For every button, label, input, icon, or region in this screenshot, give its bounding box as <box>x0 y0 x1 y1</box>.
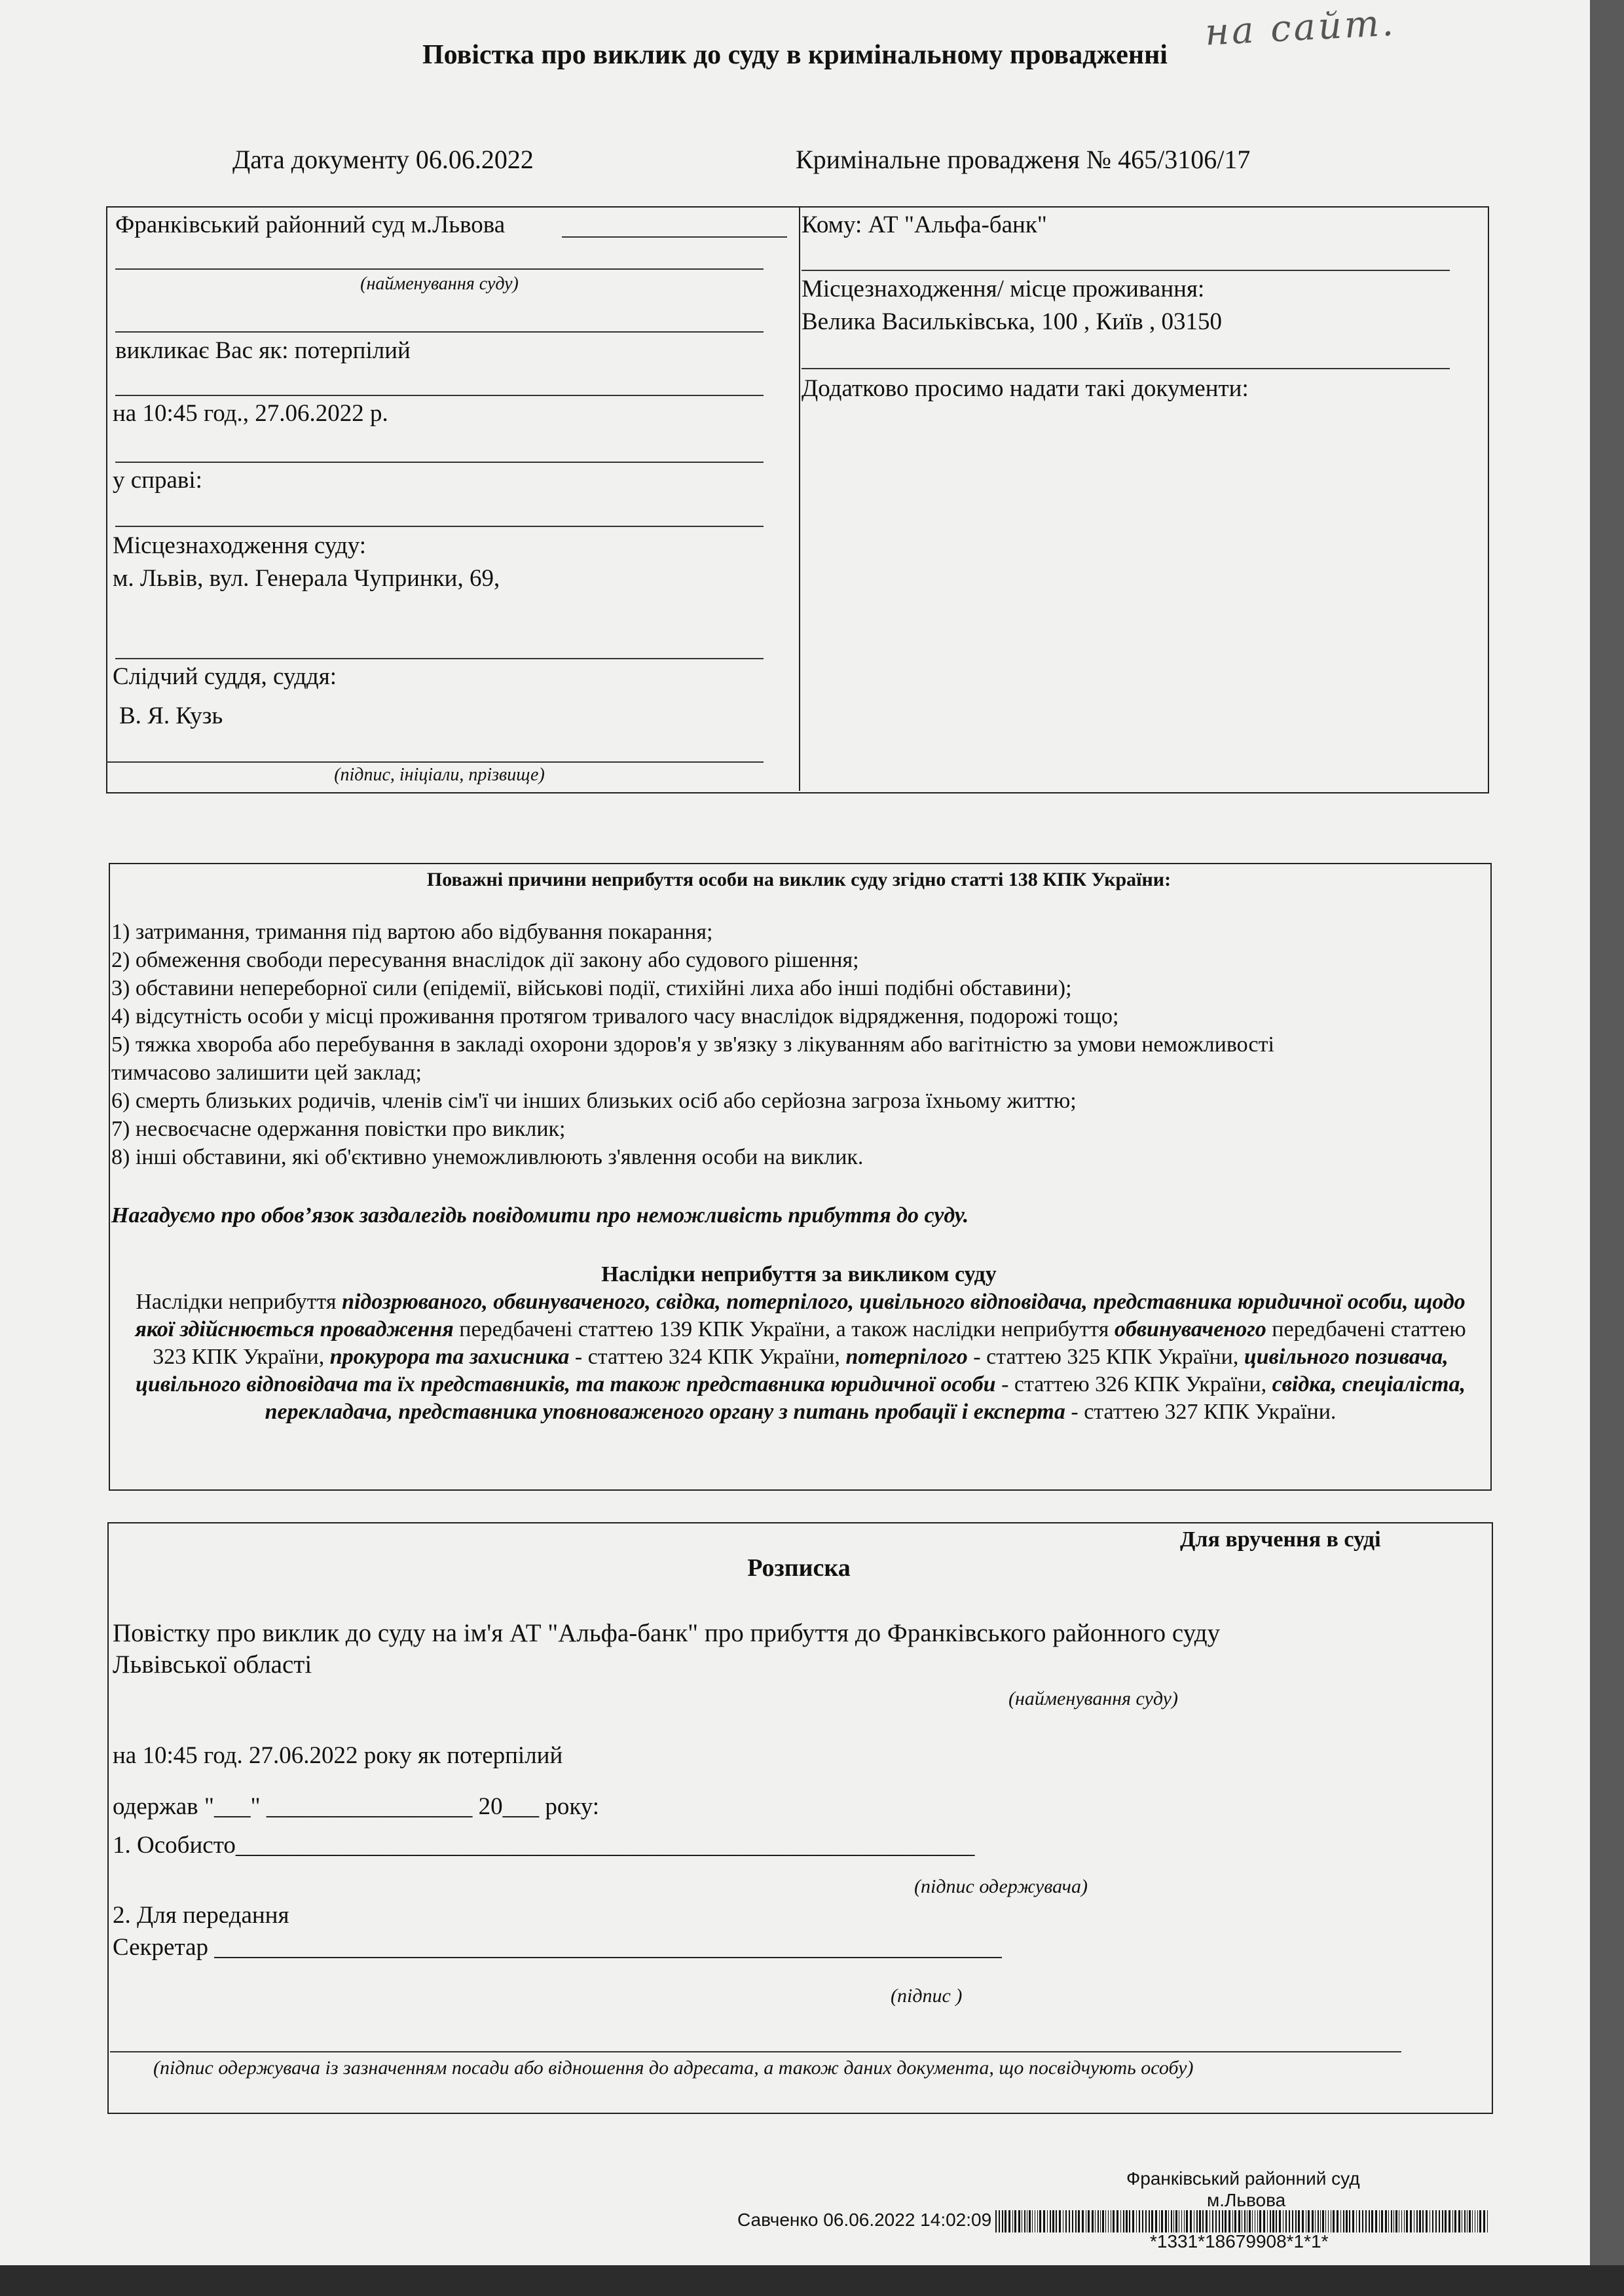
court-name: Франківський районний суд м.Львова <box>115 211 506 238</box>
barcode-bar <box>1393 2210 1394 2232</box>
barcode-bar <box>1479 2210 1481 2232</box>
barcode-bar <box>1315 2210 1316 2232</box>
barcode-bar <box>1249 2210 1251 2232</box>
barcode-bar <box>1388 2210 1389 2232</box>
barcode-bar <box>1225 2210 1227 2232</box>
consequence-text: - статтею 326 КПК України, <box>995 1372 1272 1396</box>
reason-item: 1) затримання, тримання під вартою або відбування покарання; <box>111 920 713 944</box>
barcode-bar <box>1346 2210 1348 2232</box>
footer-court-line1: Франківський районний суд <box>1126 2168 1360 2189</box>
barcode-bar <box>1072 2210 1073 2232</box>
reason-item: 6) смерть близьких родичів, членів сім'ї чи інших близьких осіб або серйозна загроза їхньому життю; <box>111 1089 1077 1113</box>
footer-court-line2: м.Львова <box>1207 2190 1286 2210</box>
barcode-bar <box>1432 2210 1433 2232</box>
barcode-bar <box>1186 2210 1188 2232</box>
judge-name: В. Я. Кузь <box>119 702 223 729</box>
barcode-bar <box>1008 2210 1010 2232</box>
barcode-bar <box>1487 2210 1488 2232</box>
barcode-bar <box>1078 2210 1080 2232</box>
barcode-bar <box>1337 2210 1338 2232</box>
barcode-bar <box>1289 2210 1290 2232</box>
rule <box>115 526 764 527</box>
barcode-bar <box>1206 2210 1208 2232</box>
barcode-bar <box>1126 2210 1128 2232</box>
reason-item: 3) обставини непереборної сили (епідемії, військові події, стихійні лиха або інші подібні обставини); <box>111 976 1072 1000</box>
barcode-bar <box>1320 2210 1321 2232</box>
barcode-bar <box>1340 2210 1341 2232</box>
consequence-text: - статтею 327 КПК України. <box>1065 1400 1337 1424</box>
barcode-bar <box>1190 2210 1192 2232</box>
barcode-bar <box>1142 2210 1143 2232</box>
barcode-bar <box>1232 2210 1233 2232</box>
barcode-bar <box>1184 2210 1185 2232</box>
barcode-bar <box>1129 2210 1130 2232</box>
consequence-emphasis: підозрюваного, обвинуваченого, свідка, потерпілого, цивільного відповідача, представника юридичної особи, щодо якої здійснюється провадження <box>135 1290 1466 1341</box>
barcode-bar <box>1267 2210 1268 2232</box>
barcode-bar <box>1477 2210 1478 2232</box>
barcode-bar <box>1257 2210 1258 2232</box>
consequence-emphasis: обвинуваченого <box>1114 1317 1266 1341</box>
barcode-bar <box>1285 2210 1287 2232</box>
barcode-bar <box>1059 2210 1061 2232</box>
barcode-bar <box>1082 2210 1084 2232</box>
barcode-bar <box>1209 2210 1210 2232</box>
rule <box>802 368 1450 369</box>
barcode-bar <box>1069 2210 1070 2232</box>
for-transfer-label: 2. Для передання <box>113 1902 289 1929</box>
barcode-bar <box>1029 2210 1031 2232</box>
for-court-label: Для вручення в суді <box>1180 1527 1381 1552</box>
barcode-bar <box>1325 2210 1326 2232</box>
rule <box>802 270 1450 271</box>
barcode-bar <box>1155 2210 1157 2232</box>
barcode-bar <box>1014 2210 1016 2232</box>
barcode-bar <box>1419 2210 1421 2232</box>
recipient: Кому: АТ "Альфа-банк" <box>802 211 1047 238</box>
barcode-bar <box>1018 2210 1020 2232</box>
barcode-bar <box>1359 2210 1360 2232</box>
barcode <box>995 2210 1493 2232</box>
barcode-bar <box>1116 2210 1118 2232</box>
barcode-bar <box>1161 2210 1163 2232</box>
receipt-bottom-caption: (підпис одержувача із зазначенням посади або відношення до адресата, а також даних документа, що посвідчують особу) <box>153 2057 1194 2079</box>
summons-box-divider <box>799 208 800 791</box>
consequence-text: передбачені статтею 323 КПК України, <box>153 1317 1466 1369</box>
barcode-bar <box>1272 2210 1274 2232</box>
barcode-bar <box>1391 2210 1392 2232</box>
signature-rule <box>110 2051 1401 2052</box>
barcode-bar <box>1472 2210 1473 2232</box>
barcode-bar <box>1052 2210 1054 2232</box>
reason-item: 5) тяжка хвороба або перебування в закладі охорони здоров'я у зв'язку з лікуванням або вагітністю за умови неможливості <box>111 1032 1274 1057</box>
barcode-bar <box>1105 2210 1106 2232</box>
barcode-bar <box>1298 2210 1300 2232</box>
barcode-bar <box>1416 2210 1418 2232</box>
barcode-bar <box>1037 2210 1038 2232</box>
barcode-bar <box>1132 2210 1134 2232</box>
barcode-bar <box>1120 2210 1121 2232</box>
barcode-bar <box>1439 2210 1440 2232</box>
barcode-bar <box>1458 2210 1460 2232</box>
barcode-bar <box>1401 2210 1402 2232</box>
barcode-bar <box>1302 2210 1304 2232</box>
barcode-bar <box>1375 2210 1377 2232</box>
barcode-bar <box>1228 2210 1230 2232</box>
barcode-bar <box>1452 2210 1453 2232</box>
barcode-bar <box>1259 2210 1261 2232</box>
footer-stamp: Савченко 06.06.2022 14:02:09 <box>737 2210 992 2230</box>
barcode-bar <box>1056 2210 1057 2232</box>
barcode-bar <box>1292 2210 1293 2232</box>
barcode-bar <box>1145 2210 1147 2232</box>
barcode-bar <box>1365 2210 1367 2232</box>
barcode-bar <box>1356 2210 1357 2232</box>
consequence-emphasis: потерпілого <box>845 1345 968 1369</box>
reason-item: 2) обмеження свободи пересування внаслідок дії закону або судового рішення; <box>111 948 859 972</box>
barcode-bar <box>1196 2210 1198 2232</box>
rule <box>106 761 764 763</box>
barcode-bar <box>1343 2210 1344 2232</box>
consequence-text: Наслідки неприбуття <box>136 1290 342 1314</box>
barcode-bar <box>1244 2210 1246 2232</box>
barcode-bar <box>1159 2210 1160 2232</box>
barcode-bar <box>1426 2210 1428 2232</box>
barcode-bar <box>1113 2210 1115 2232</box>
barcode-bar <box>1252 2210 1253 2232</box>
barcode-bar <box>1222 2210 1223 2232</box>
barcode-text: *1331*18679908*1*1* <box>1150 2231 1329 2251</box>
barcode-bar <box>1005 2210 1006 2232</box>
barcode-bar <box>1108 2210 1109 2232</box>
barcode-bar <box>1385 2210 1387 2232</box>
barcode-bar <box>1349 2210 1350 2232</box>
barcode-bar <box>1149 2210 1150 2232</box>
barcode-bar <box>1312 2210 1314 2232</box>
barcode-bar <box>1024 2210 1025 2232</box>
barcode-bar <box>1139 2210 1140 2232</box>
barcode-bar <box>1369 2210 1370 2232</box>
reason-item: 8) інші обставини, які об'єктивно унеможливлюють з'явлення особи на виклик. <box>111 1145 864 1169</box>
barcode-bar <box>1406 2210 1408 2232</box>
reason-item: 4) відсутність особи у місці проживання протягом тривалого часу внаслідок відрядження, подорожі тощо; <box>111 1004 1119 1029</box>
barcode-bar <box>1123 2210 1124 2232</box>
consequence-text: - статтею 325 КПК України, <box>967 1345 1244 1369</box>
consequence-emphasis: свідка, спеціаліста, перекладача, представника уповноваженого органу з питань пробації і експерта <box>265 1372 1466 1424</box>
rule <box>115 462 764 463</box>
barcode-bar <box>1171 2210 1172 2232</box>
barcode-bar <box>1168 2210 1169 2232</box>
barcode-bar <box>1483 2210 1485 2232</box>
barcode-bar <box>1362 2210 1363 2232</box>
consequence-text: передбачені статтею 139 КПК України, а також наслідки неприбуття <box>453 1317 1115 1341</box>
barcode-bar <box>1047 2210 1048 2232</box>
barcode-bar <box>1088 2210 1090 2232</box>
recipient-address: Велика Васильківська, 100 , Київ , 03150 <box>802 308 1222 335</box>
barcode-bar <box>995 2210 997 2232</box>
barcode-bar <box>1410 2210 1412 2232</box>
barcode-bar <box>1043 2210 1045 2232</box>
barcode-bar <box>1098 2210 1099 2232</box>
barcode-bar <box>1075 2210 1077 2232</box>
consequence-emphasis: прокурора та захисника <box>329 1345 570 1369</box>
barcode-bar <box>1328 2210 1329 2232</box>
barcode-bar <box>1173 2210 1174 2232</box>
receipt-line1: Повістку про виклик до суду на ім'я АТ "Альфа-банк" про прибуття до Франківського районного суду <box>113 1619 1221 1647</box>
barcode-bar <box>1039 2210 1041 2232</box>
recipient-signature-caption: (підпис одержувача) <box>914 1876 1088 1897</box>
barcode-bar <box>1215 2210 1217 2232</box>
barcode-bar <box>1092 2210 1094 2232</box>
barcode-bar <box>1422 2210 1424 2232</box>
barcode-bar <box>1234 2210 1236 2232</box>
reasons-heading: Поважні причини неприбуття особи на виклик суду згідно статті 138 КПК України: <box>426 869 1172 890</box>
reminder: Нагадуємо про обов’язок заздалегідь повідомити про неможливість прибуття до суду. <box>111 1203 969 1228</box>
barcode-bar <box>1445 2210 1447 2232</box>
barcode-bar <box>1404 2210 1405 2232</box>
barcode-bar <box>1202 2210 1204 2232</box>
receipt-court-caption: (найменування суду) <box>1008 1688 1178 1709</box>
personally-line: 1. Особисто_____________________________________________________________ <box>113 1832 975 1859</box>
barcode-bar <box>1050 2210 1051 2232</box>
barcode-bar <box>1322 2210 1324 2232</box>
barcode-bar <box>1151 2210 1153 2232</box>
barcode-bar <box>1279 2210 1281 2232</box>
barcode-bar <box>1308 2210 1310 2232</box>
barcode-bar <box>1219 2210 1220 2232</box>
barcode-bar <box>1212 2210 1213 2232</box>
secretary-line: Секретар _________________________________________________________________ <box>113 1934 1002 1961</box>
signature-caption: (підпис ) <box>891 1985 963 2007</box>
barcode-bar <box>1442 2210 1443 2232</box>
rule <box>115 268 764 270</box>
page-title: Повістка про виклик до суду в кримінальному провадженні <box>422 40 1168 70</box>
barcode-bar <box>1095 2210 1096 2232</box>
rule <box>115 331 764 333</box>
appearance-time: на 10:45 год., 27.06.2022 р. <box>113 400 388 427</box>
scan-edge-bottom <box>0 2265 1624 2296</box>
barcode-bar <box>999 2210 1000 2232</box>
receipt-title: Розписка <box>747 1554 851 1582</box>
barcode-bar <box>1395 2210 1397 2232</box>
court-name-underline <box>562 236 787 238</box>
reason-item: 7) несвоєчасне одержання повістки про виклик; <box>111 1117 566 1141</box>
barcode-bar <box>1381 2210 1383 2232</box>
receipt-when: на 10:45 год. 27.06.2022 року як потерпілий <box>113 1742 563 1769</box>
barcode-bar <box>1238 2210 1240 2232</box>
judge-label: Слідчий суддя, суддя: <box>113 663 337 690</box>
recipient-location-label: Місцезнаходження/ місце проживання: <box>802 276 1205 302</box>
rule <box>115 658 764 659</box>
consequences-text <box>118 1288 1483 1426</box>
court-caption: (найменування суду) <box>360 274 519 294</box>
barcode-bar <box>1012 2210 1013 2232</box>
consequence-text: - статтею 324 КПК України, <box>569 1345 846 1369</box>
barcode-bar <box>1379 2210 1380 2232</box>
handwritten-note: на сайт. <box>1204 1 1397 54</box>
barcode-bar <box>1276 2210 1277 2232</box>
barcode-bar <box>1032 2210 1033 2232</box>
barcode-bar <box>1454 2210 1456 2232</box>
barcode-bar <box>1270 2210 1271 2232</box>
barcode-bar <box>1352 2210 1354 2232</box>
barcode-bar <box>1333 2210 1335 2232</box>
barcode-bar <box>1464 2210 1466 2232</box>
reason-item: тимчасово залишити цей заклад; <box>111 1061 422 1085</box>
barcode-bar <box>1469 2210 1471 2232</box>
judge-caption: (підпис, ініціали, прізвище) <box>334 765 545 785</box>
barcode-bar <box>1435 2210 1437 2232</box>
barcode-bar <box>1065 2210 1067 2232</box>
barcode-bar <box>1002 2210 1003 2232</box>
barcode-bar <box>1102 2210 1104 2232</box>
barcode-bar <box>1175 2210 1177 2232</box>
barcode-bar <box>1263 2210 1265 2232</box>
barcode-bar <box>1100 2210 1101 2232</box>
receipt-line2: Львівської області <box>113 1650 312 1679</box>
barcode-bar <box>1295 2210 1297 2232</box>
rule <box>115 395 764 396</box>
case-number: Кримінальне провадженя № 465/3106/17 <box>796 145 1251 174</box>
consequence-emphasis: цивільного позивача, цивільного відповідача та їх представників, та також представника юридичної особи <box>136 1345 1449 1396</box>
court-address: м. Львів, вул. Генерала Чупринки, 69, <box>113 565 500 592</box>
barcode-bar <box>1449 2210 1450 2232</box>
barcode-bar <box>1199 2210 1201 2232</box>
document-date: Дата документу 06.06.2022 <box>232 145 534 174</box>
received-date-line: одержав "___" _________________ 20___ року: <box>113 1793 600 1820</box>
in-case-label: у справі: <box>113 467 202 494</box>
barcode-bar <box>1181 2210 1182 2232</box>
consequences-heading: Наслідки неприбуття за викликом суду <box>601 1262 997 1286</box>
barcode-bar <box>1165 2210 1167 2232</box>
barcode-bar <box>1318 2210 1319 2232</box>
summons-role: викликає Вас як: потерпілий <box>115 337 411 364</box>
barcode-bar <box>1136 2210 1137 2232</box>
extra-documents-label: Додатково просимо надати такі документи: <box>802 375 1249 402</box>
barcode-bar <box>1371 2210 1373 2232</box>
court-location-label: Місцезнаходження суду: <box>113 532 367 559</box>
scan-edge-right <box>1590 0 1624 2296</box>
